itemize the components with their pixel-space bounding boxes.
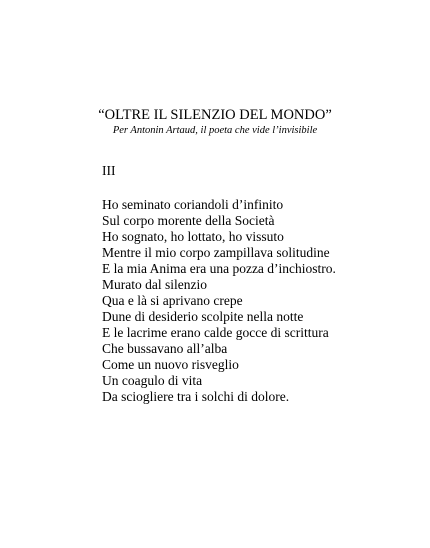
poem-line: Dune di desiderio scolpite nella notte: [102, 309, 304, 324]
poem-line: Sul corpo morente della Società: [102, 213, 275, 228]
poem-line: Ho sognato, ho lottato, ho vissuto: [102, 229, 284, 244]
poem-line: Un coagulo di vita: [102, 373, 203, 388]
poem-line: Murato dal silenzio: [102, 277, 207, 292]
poem-line: Come un nuovo risveglio: [102, 357, 239, 372]
poem-dedication: Per Antonin Artaud, il poeta che vide l’invisibile: [112, 125, 318, 136]
section-number: III: [102, 163, 116, 178]
poem-line: Che bussavano all’alba: [102, 341, 228, 356]
poem-title: “OLTRE IL SILENZIO DEL MONDO”: [98, 107, 332, 123]
poem-line: Qua e là si aprivano crepe: [102, 293, 243, 308]
poem-line: E la mia Anima era una pozza d’inchiostro.: [102, 261, 336, 276]
poem-line: Mentre il mio corpo zampillava solitudine: [102, 245, 330, 260]
poem-line: Ho seminato coriandoli d’infinito: [102, 197, 284, 212]
poem-body: [102, 197, 336, 405]
poem-line: E le lacrime erano calde gocce di scrittura: [102, 325, 329, 340]
poem-line: Da sciogliere tra i solchi di dolore.: [102, 389, 290, 404]
